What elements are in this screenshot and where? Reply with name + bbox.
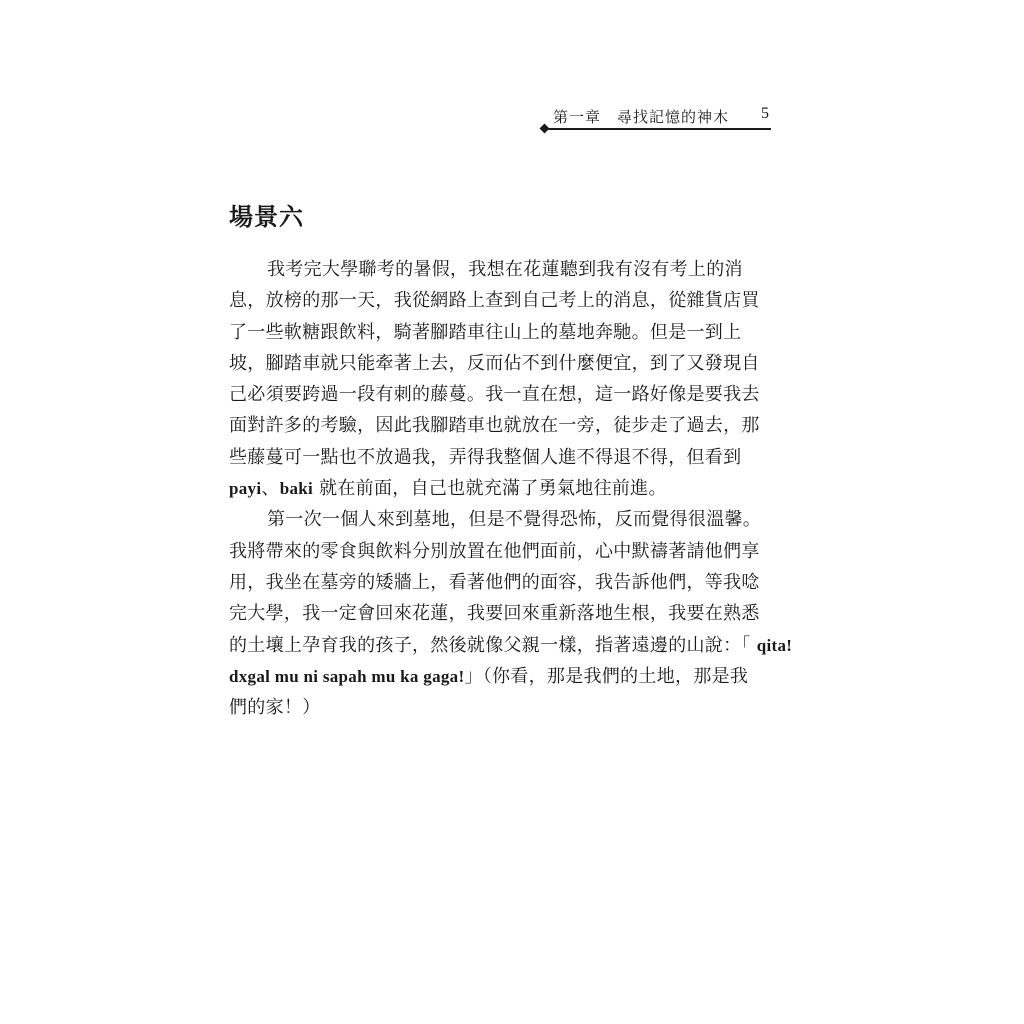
line-text: 第一次一個人來到墓地，但是不覺得恐怖，反而覺得很溫馨。 xyxy=(267,509,762,531)
line-text: 用，我坐在墓旁的矮牆上，看著他們的面容，我告訴他們，等我唸 xyxy=(229,571,760,593)
line-text: 」（你看，那是我們的土地，那是我 xyxy=(464,665,749,687)
line-text: 完大學，我一定會回來花蓮，我要回來重新落地生根，我要在熟悉 xyxy=(229,603,760,625)
line-text: 息，放榜的那一天，我從網路上查到自己考上的消息，從雜貨店買 xyxy=(229,290,760,312)
paragraph-line xyxy=(229,473,789,504)
paragraph-line xyxy=(229,692,789,723)
paragraph-line xyxy=(229,410,789,441)
paragraph-line xyxy=(229,442,789,473)
chapter-title: 第一章 尋找記憶的神木 xyxy=(553,108,730,126)
paragraph-line xyxy=(229,348,789,379)
paragraph-line xyxy=(229,630,793,661)
latin-term: qita! xyxy=(756,635,793,655)
line-text: 我考完大學聯考的暑假，我想在花蓮聽到我有沒有考上的消 xyxy=(267,259,743,280)
paragraph-line xyxy=(229,567,789,598)
line-text: 些藤蔓可一點也不放過我，弄得我整個人進不得退不得，但看到 xyxy=(229,446,742,468)
line-text: 面對許多的考驗，因此我腳踏車也就放在一旁，徒步走了過去，那 xyxy=(229,415,760,437)
line-text: 們的家！） xyxy=(229,697,321,719)
paragraph-line xyxy=(229,285,789,316)
line-text: 就在前面，自己也就充滿了勇氣地往前進。 xyxy=(313,478,667,500)
paragraph-line xyxy=(229,598,789,629)
paragraph-line xyxy=(229,504,789,535)
section-title: 場景六 xyxy=(229,203,304,231)
paragraph-line xyxy=(229,536,789,567)
line-text: 我將帶來的零食與飲料分別放置在他們面前，心中默禱著請他們享 xyxy=(229,540,760,562)
line-text: 己必須要跨過一段有刺的藤蔓。我一直在想，這一路好像是要我去 xyxy=(229,384,760,406)
latin-term: dxgal mu ni sapah mu ka gaga! xyxy=(229,666,465,686)
latin-term: baki xyxy=(279,479,314,499)
header-rule-diamond xyxy=(540,124,550,134)
paragraph-line xyxy=(229,317,789,348)
paragraph-line xyxy=(229,254,789,285)
running-header xyxy=(543,106,773,132)
latin-term: payi xyxy=(229,479,262,499)
paragraph-line xyxy=(229,661,789,692)
page-number: 5 xyxy=(761,105,769,122)
line-text: 了一些軟糖跟飲料，騎著腳踏車往山上的墓地奔馳。但是一到上 xyxy=(229,321,742,343)
paragraph-line xyxy=(229,379,789,410)
line-text: 坡，腳踏車就只能牽著上去，反而佔不到什麼便宜，到了又發現自 xyxy=(229,352,760,374)
header-rule xyxy=(545,128,771,130)
line-text: 的土壤上孕育我的孩子，然後就像父親一樣，指著遠邊的山說：「 xyxy=(229,634,751,656)
body-text xyxy=(229,254,793,723)
line-text: 、 xyxy=(261,478,280,500)
